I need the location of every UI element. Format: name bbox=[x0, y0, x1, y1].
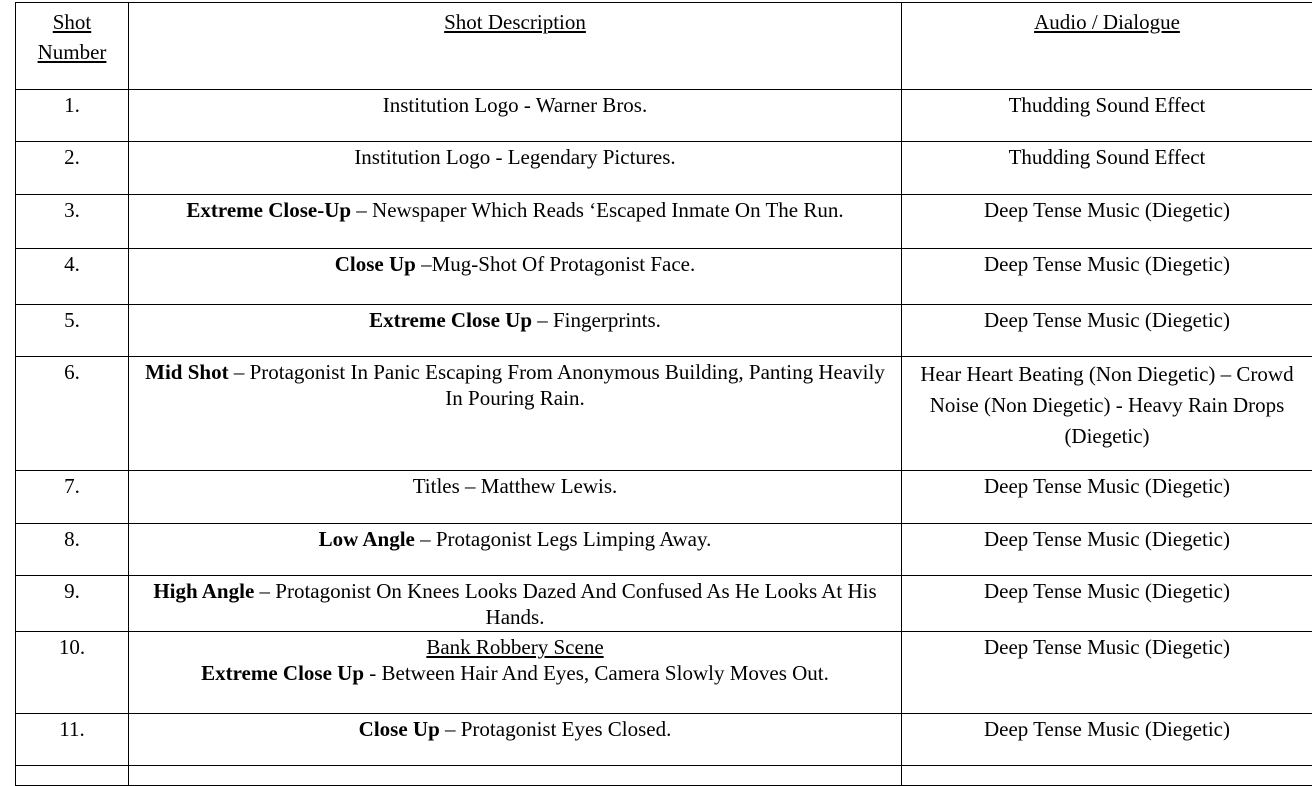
shot-audio: Deep Tense Music (Diegetic) bbox=[902, 195, 1312, 249]
shot-description bbox=[129, 714, 902, 766]
shot-description bbox=[129, 632, 902, 714]
shot-audio: Hear Heart Beating (Non Diegetic) – Crowd Noise (Non Diegetic) - Heavy Rain Drops (Diegetic) bbox=[902, 357, 1312, 471]
header-shot-number-line1: Shot bbox=[53, 10, 92, 34]
table-row bbox=[16, 632, 1312, 714]
shot-type: Extreme Close-Up bbox=[186, 198, 351, 222]
shot-description-text: – Protagonist Legs Limping Away. bbox=[415, 527, 712, 551]
shot-type: High Angle bbox=[153, 579, 254, 603]
table-row bbox=[16, 576, 1312, 632]
shot-description bbox=[129, 524, 902, 576]
shot-audio: Deep Tense Music (Diegetic) bbox=[902, 632, 1312, 714]
shot-number: 7. bbox=[16, 471, 129, 524]
shot-audio: Deep Tense Music (Diegetic) bbox=[902, 576, 1312, 632]
table-row bbox=[16, 357, 1312, 471]
shot-number: 9. bbox=[16, 576, 129, 632]
shot-description bbox=[129, 471, 902, 524]
shot-description-text: – Protagonist On Knees Looks Dazed And Confused As He Looks At His Hands. bbox=[254, 579, 876, 629]
shot-description bbox=[129, 305, 902, 357]
shot-number: 6. bbox=[16, 357, 129, 471]
shot-audio bbox=[902, 766, 1312, 786]
header-description bbox=[129, 3, 902, 90]
shot-number: 3. bbox=[16, 195, 129, 249]
shot-audio: Thudding Sound Effect bbox=[902, 90, 1312, 142]
shot-description bbox=[129, 249, 902, 305]
shot-description bbox=[129, 766, 902, 786]
table-row bbox=[16, 471, 1312, 524]
shot-type: Mid Shot bbox=[145, 360, 228, 384]
table-row bbox=[16, 766, 1312, 786]
table-row bbox=[16, 249, 1312, 305]
shot-type: Extreme Close Up bbox=[369, 308, 532, 332]
shot-number: 10. bbox=[16, 632, 129, 714]
shot-type: Close Up bbox=[359, 717, 440, 741]
shot-type: Low Angle bbox=[319, 527, 415, 551]
table-row bbox=[16, 714, 1312, 766]
header-audio bbox=[902, 3, 1312, 90]
shot-description bbox=[129, 90, 902, 142]
table-row bbox=[16, 305, 1312, 357]
shot-description-text: Titles – Matthew Lewis. bbox=[413, 474, 618, 498]
shot-description-text: Institution Logo - Warner Bros. bbox=[383, 93, 647, 117]
shot-description bbox=[129, 576, 902, 632]
table-row bbox=[16, 195, 1312, 249]
header-audio-label: Audio / Dialogue bbox=[1034, 10, 1180, 34]
shot-number: 2. bbox=[16, 142, 129, 195]
shot-audio: Deep Tense Music (Diegetic) bbox=[902, 305, 1312, 357]
shot-audio: Deep Tense Music (Diegetic) bbox=[902, 714, 1312, 766]
shot-number: 5. bbox=[16, 305, 129, 357]
shot-type: Extreme Close Up bbox=[201, 661, 364, 685]
header-shot-number bbox=[16, 3, 129, 90]
shot-description bbox=[129, 142, 902, 195]
shot-description-text: – Protagonist Eyes Closed. bbox=[440, 717, 672, 741]
shot-audio: Thudding Sound Effect bbox=[902, 142, 1312, 195]
table-row bbox=[16, 524, 1312, 576]
header-shot-number-line2: Number bbox=[38, 40, 107, 64]
shot-description-text: – Newspaper Which Reads ‘Escaped Inmate On The Run. bbox=[351, 198, 844, 222]
shot-list-table bbox=[15, 2, 1312, 786]
shot-audio: Deep Tense Music (Diegetic) bbox=[902, 249, 1312, 305]
shot-description-text: – Protagonist In Panic Escaping From Anonymous Building, Panting Heavily In Pouring Rain. bbox=[229, 360, 885, 410]
shot-description-text: –Mug-Shot Of Protagonist Face. bbox=[416, 252, 695, 276]
shot-description-text: Institution Logo - Legendary Pictures. bbox=[354, 145, 675, 169]
table-header-row bbox=[16, 3, 1312, 90]
scene-heading: Bank Robbery Scene bbox=[426, 635, 603, 659]
shot-number: 1. bbox=[16, 90, 129, 142]
shot-description-text: – Fingerprints. bbox=[532, 308, 661, 332]
shot-audio: Deep Tense Music (Diegetic) bbox=[902, 471, 1312, 524]
shot-number bbox=[16, 766, 129, 786]
shot-description-text: - Between Hair And Eyes, Camera Slowly Moves Out. bbox=[364, 661, 829, 685]
shot-number: 8. bbox=[16, 524, 129, 576]
shot-type: Close Up bbox=[335, 252, 416, 276]
shot-number: 4. bbox=[16, 249, 129, 305]
shot-audio: Deep Tense Music (Diegetic) bbox=[902, 524, 1312, 576]
header-description-label: Shot Description bbox=[444, 10, 586, 34]
table-row bbox=[16, 90, 1312, 142]
shot-number: 11. bbox=[16, 714, 129, 766]
table-row bbox=[16, 142, 1312, 195]
shot-description bbox=[129, 195, 902, 249]
shot-description bbox=[129, 357, 902, 471]
